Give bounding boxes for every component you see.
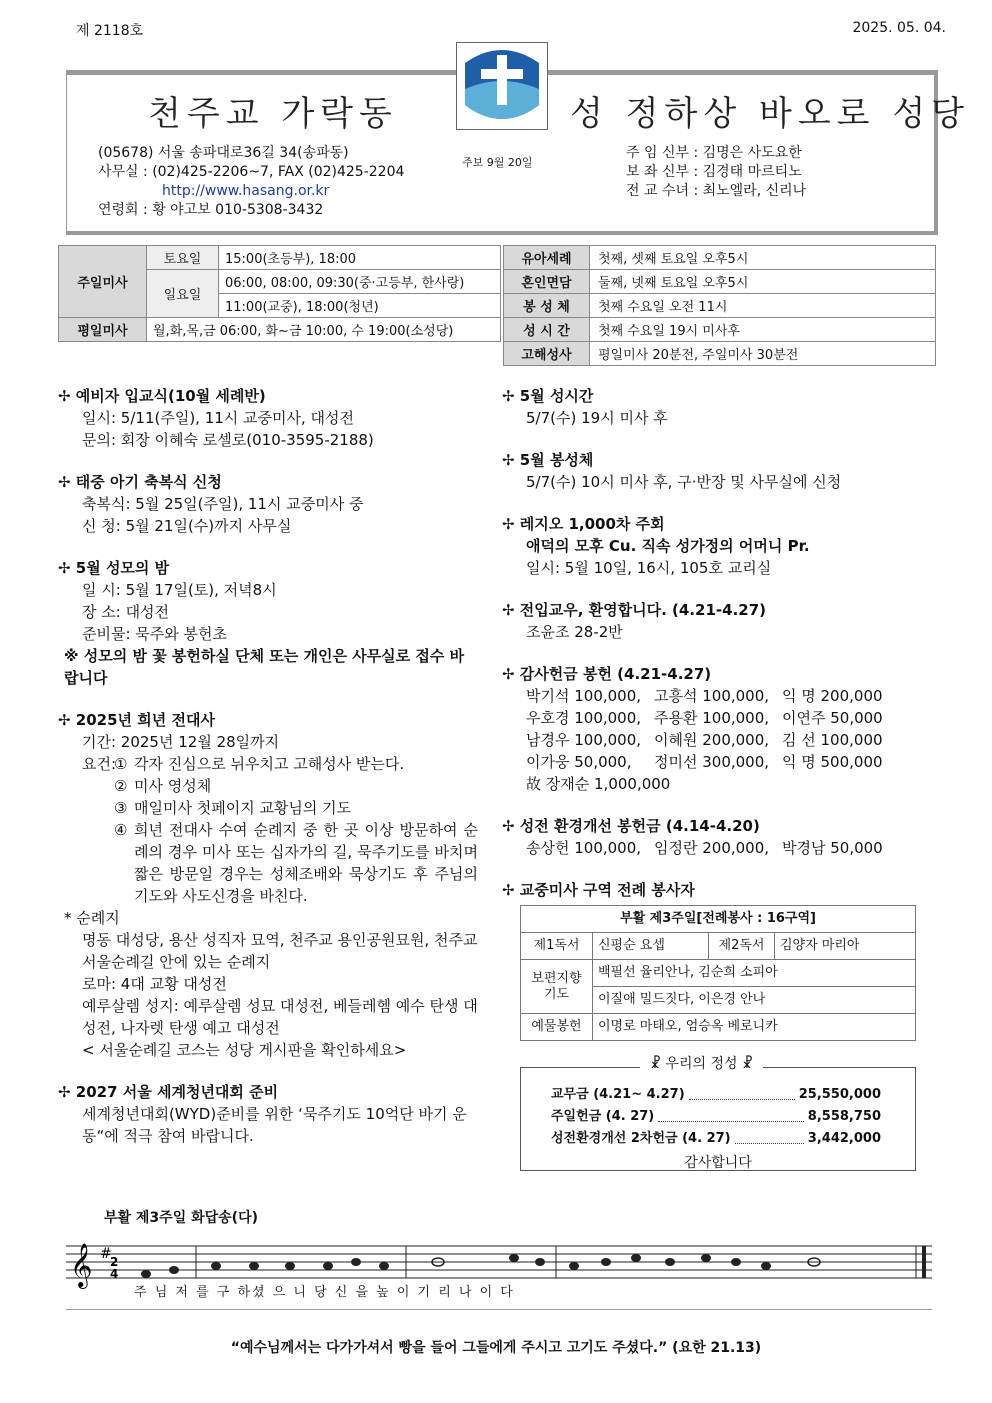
liturgy-servers-table	[520, 905, 916, 1041]
offering-label: 성전환경개선 2차헌금 (4. 27)	[551, 1131, 731, 1146]
offering-title: ☧ 우리의 정성 ☧	[640, 1053, 763, 1073]
parish-logo	[456, 42, 548, 130]
clergy-list	[626, 144, 806, 201]
issue-number: 제 2118호	[76, 23, 144, 39]
donor: 임정란 200,000,	[654, 839, 770, 857]
cell: 신평순 요셉	[593, 933, 709, 960]
sacrament-label: 고해성사	[504, 342, 590, 366]
mass-schedule-table	[58, 245, 501, 342]
cell: 백필선 율리안나, 김순희 소피아	[593, 960, 916, 987]
sacrament-label: 성 시 간	[504, 318, 590, 342]
donor-list	[502, 685, 932, 795]
text-line: 문의: 회장 이혜숙 로셀로(010-3595-2188)	[82, 431, 374, 449]
section-title: ✢ 성전 환경개선 봉헌금 (4.14-4.20)	[502, 815, 932, 837]
text-line: < 서울순례길 코스는 성당 게시판을 확인하세요>	[82, 1041, 407, 1059]
svg-text:4: 4	[110, 1267, 119, 1281]
donor: 박경남 50,000	[782, 839, 883, 857]
list-num: ②	[114, 777, 128, 795]
address: (05678) 서울 송파대로36길 34(송파동)	[98, 145, 349, 161]
cell: 보편지향 기도	[521, 960, 593, 1014]
scripture-quote: “예수님께서는 다가가셔서 빵을 들어 그들에게 주시고 고기도 주셨다.” (요한 21.13)	[230, 1340, 762, 1356]
section-title: ✢ 교중미사 구역 전례 봉사자	[502, 879, 932, 901]
note: ※ 성모의 밤 꽃 봉헌하실 단체 또는 개인은 사무실로 접수 바랍니다	[64, 647, 465, 687]
left-column	[58, 385, 478, 1147]
section-title: ✢ 예비자 입교식(10월 세례반)	[58, 385, 478, 407]
section-title: ✢ 2025년 희년 전대사	[58, 709, 478, 731]
text-line: 신 청: 5월 21일(수)까지 사무실	[82, 517, 292, 535]
donor: 이혜원 200,000,	[654, 731, 770, 749]
list-item: 매일미사 첫페이지 교황님의 기도	[134, 799, 352, 817]
donor: 우호경 100,000,	[526, 709, 642, 727]
donor: 익 명 500,000	[782, 753, 883, 771]
text-line: 5/7(수) 10시 미사 후, 구·반장 및 사무실에 신청	[526, 473, 842, 491]
list-item: 각자 진심으로 뉘우치고 고해성사 받는다.	[134, 755, 405, 773]
text-line: 애덕의 모후 Cu. 직속 성가정의 어머니 Pr.	[526, 537, 810, 555]
sunday-mass-label: 주일미사	[59, 246, 147, 318]
sacrament-time: 첫째 수요일 오전 11시	[590, 294, 936, 318]
divider	[66, 1309, 932, 1310]
donor: 정미선 300,000,	[654, 753, 770, 771]
requirements-label: 요건:	[82, 755, 117, 773]
funeral-contact: 연령회 : 황 야고보 010-5308-3432	[98, 202, 324, 218]
offering-amount: 3,442,000	[807, 1131, 881, 1146]
cross-logo-icon	[457, 43, 547, 129]
music-title: 부활 제3주일 화답송(다)	[104, 1210, 259, 1226]
thanks-text: 감사합니다	[684, 1155, 752, 1171]
cell: 김양자 마리아	[775, 933, 916, 960]
contact-info	[98, 144, 404, 220]
saturday-label: 토요일	[147, 246, 219, 270]
offering-amount: 25,550,000	[798, 1087, 881, 1102]
section-title: ✢ 태중 아기 축복식 신청	[58, 471, 478, 493]
list-item: 희년 전대사 수여 순례지 중 한 곳 이상 방문하여 순례의 경우 미사 또는 십자가의 길, 묵주기도를 바치며 짧은 방문일 경우는 성체조배와 묵상기도 후 주님의 기도와 사도신경을 바친다.	[134, 821, 478, 905]
text-line: 기간: 2025년 12월 28일까지	[82, 733, 280, 751]
church-name: 성 정하상 바오로 성당	[570, 94, 971, 134]
text-line: 예루살렘 성지: 예루살렘 성묘 대성전, 베들레헴 예수 탄생 대성전, 나자렛 탄생 예고 대성전	[82, 997, 478, 1037]
donor-list	[502, 837, 932, 859]
donor: 주용환 100,000,	[654, 709, 770, 727]
donor: 남경우 100,000,	[526, 731, 642, 749]
text-line: 일시: 5/11(주일), 11시 교중미사, 대성전	[82, 409, 355, 427]
list-num: ③	[114, 799, 128, 817]
table-head: 부활 제3주일[전례봉사 : 16구역]	[521, 906, 916, 933]
saturday-times: 15:00(초등부), 18:00	[219, 246, 501, 270]
sunday-times-2: 11:00(교중), 18:00(청년)	[219, 294, 501, 318]
cell: 제2독서	[709, 933, 775, 960]
list-item: 미사 영성체	[134, 777, 212, 795]
sacrament-table	[503, 245, 936, 366]
offering-box	[520, 1067, 916, 1171]
section-title: ✢ 레지오 1,000차 주회	[502, 513, 932, 535]
offering-label: 교무금 (4.21~ 4.27)	[551, 1087, 685, 1102]
section-title: ✢ 5월 성모의 밤	[58, 557, 478, 579]
sacrament-label: 유아세례	[504, 246, 590, 270]
text-line: 일 시: 5월 17일(토), 저녁8시	[82, 581, 277, 599]
donor: 이가웅 50,000,	[526, 753, 632, 771]
donor: 송상헌 100,000,	[526, 839, 642, 857]
cell: 이명로 마태오, 엄승옥 베로니카	[593, 1014, 916, 1041]
section-title: ✢ 전입교우, 환영합니다. (4.21-4.27)	[502, 599, 932, 621]
pilgrimage-label: * 순례지	[64, 909, 120, 927]
text-line: 로마: 4대 교황 대성전	[82, 975, 227, 993]
cell: 예물봉헌	[521, 1014, 593, 1041]
sunday-times-1: 06:00, 08:00, 09:30(중·고등부, 한사랑)	[219, 270, 501, 294]
weekday-times: 월,화,목,금 06:00, 화~금 10:00, 수 19:00(소성당)	[147, 318, 501, 342]
donor: 박기석 100,000,	[526, 687, 642, 705]
text-line: 축복식: 5월 25일(주일), 11시 교중미사 중	[82, 495, 364, 513]
offering-label: 주일헌금 (4. 27)	[551, 1109, 655, 1124]
sunday-label: 일요일	[147, 270, 219, 318]
text-line: 명동 대성당, 용산 성직자 묘역, 천주교 용인공원묘원, 천주교 서울순례길 안에 있는 순례지	[82, 931, 478, 971]
sacrament-time: 첫째, 셋째 토요일 오후5시	[590, 246, 936, 270]
cell: 이질애 밀드짓다, 이은경 안나	[593, 987, 916, 1014]
svg-text:#: #	[100, 1246, 112, 1262]
list-num: ④	[114, 821, 128, 839]
weekday-mass-label: 평일미사	[59, 318, 147, 342]
pastor: 주 임 신부 : 김명은 사도요한	[626, 145, 802, 161]
text-line: 일시: 5월 10일, 16시, 105호 교리실	[526, 559, 772, 577]
cell: 제1독서	[521, 933, 593, 960]
sacrament-time: 평일미사 20분전, 주일미사 30분전	[590, 342, 936, 366]
parish-name: 천주교 가락동	[148, 94, 398, 134]
svg-text:2: 2	[110, 1255, 119, 1269]
sacrament-time: 첫째 수요일 19시 미사후	[590, 318, 936, 342]
assistant-pastor: 보 좌 신부 : 김경태 마르티노	[626, 164, 802, 180]
donor: 이연주 50,000	[782, 709, 883, 727]
svg-text:𝄞: 𝄞	[70, 1243, 93, 1287]
website-link[interactable]: http://www.hasang.or.kr	[162, 183, 330, 199]
weekly-label: 주보 9월 20일	[462, 156, 533, 169]
section-title: ✢ 5월 봉성체	[502, 449, 932, 471]
donor: 故 장재순 1,000,000	[526, 775, 671, 793]
list-num: ①	[114, 755, 128, 773]
sacrament-label: 봉 성 체	[504, 294, 590, 318]
text-line: 장 소: 대성전	[82, 603, 170, 621]
lyrics: 주 님 저 를 구 하셨 으 니 당 신 을 높 이 기 리 나 이 다	[134, 1285, 515, 1300]
sisters: 전 교 수녀 : 최노엘라, 신리나	[626, 183, 807, 199]
right-column	[502, 385, 932, 1041]
text-line: 준비물: 묵주와 봉헌초	[82, 625, 228, 643]
text-line: 세계청년대회(WYD)준비를 위한 ‘묵주기도 10억단 바기 운동“에 적극 참여 바랍니다.	[82, 1105, 467, 1145]
section-title: ✢ 5월 성시간	[502, 385, 932, 407]
donor: 고흥석 100,000,	[654, 687, 770, 705]
section-title: ✢ 2027 서울 세계청년대회 준비	[58, 1081, 478, 1103]
donor: 김 선 100,000	[782, 731, 883, 749]
phone: 사무실 : (02)425-2206~7, FAX (02)425-2204	[98, 164, 405, 180]
text-line: 5/7(수) 19시 미사 후	[526, 409, 668, 427]
donor: 익 명 200,000	[782, 687, 883, 705]
offering-amount: 8,558,750	[807, 1109, 881, 1124]
text-line: 조윤조 28-2반	[526, 623, 623, 641]
sacrament-label: 혼인면담	[504, 270, 590, 294]
issue-date: 2025. 05. 04.	[852, 20, 946, 36]
section-title: ✢ 감사헌금 봉헌 (4.21-4.27)	[502, 663, 932, 685]
sacrament-time: 둘째, 넷째 토요일 오후5시	[590, 270, 936, 294]
